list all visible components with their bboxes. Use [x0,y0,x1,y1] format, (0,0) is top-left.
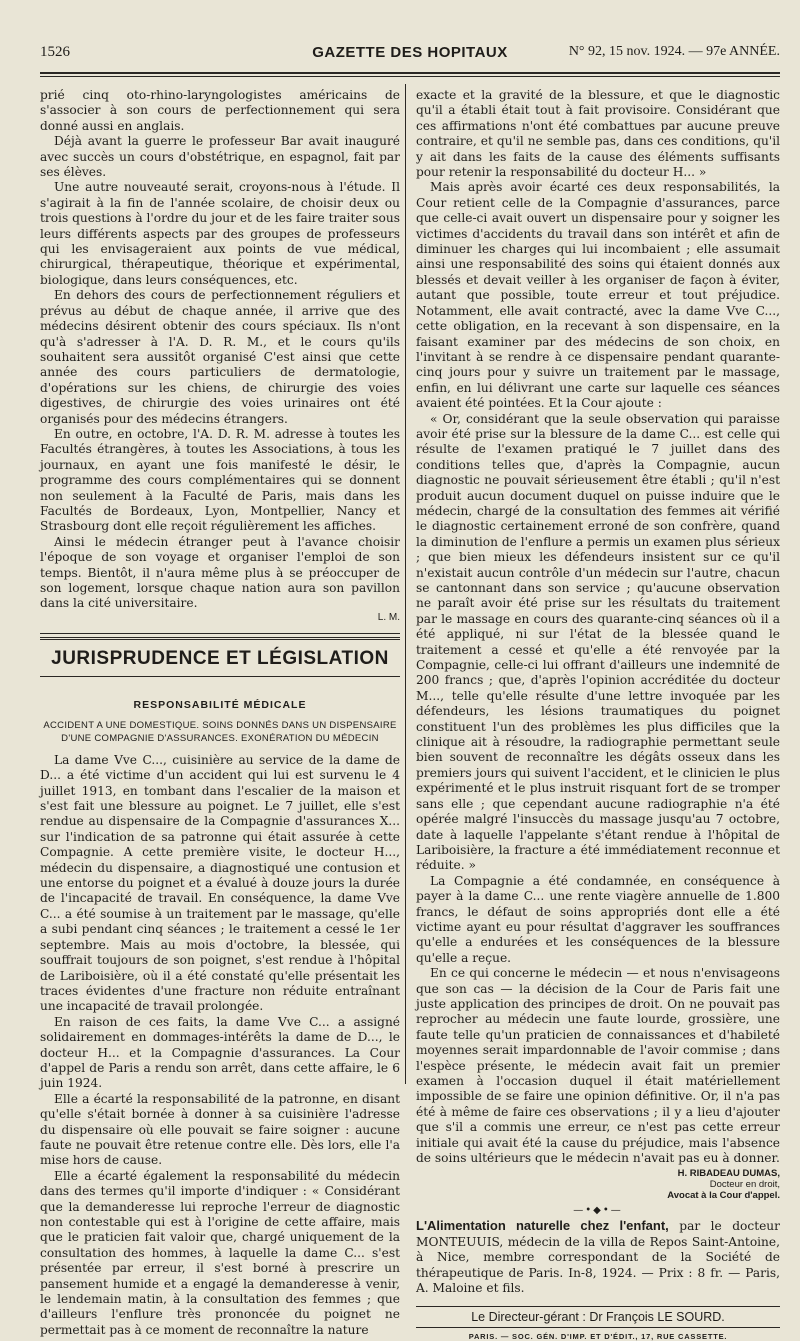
ornament-divider: —•◆•— [573,1205,623,1217]
author-title: Avocat à la Cour d'appel. [667,1190,780,1202]
paragraph: « Or, considérant que la seule observation qui paraisse avoir été prise sur la blessure de la dame C... est celle qui résulte de l'examen pratiqué le 7 juillet dans des conditions telles que, d'après la Compagnie, aucun diagnostic ne pouvait sérieusement être établi ; qu'il n'est produit aucun document duquel on puisse induire que le médecin, chargé de la consultation des femmes ait vérifié le diagnostic certainement erroné de son confrère, quand la diminution de l'enflure a permis un examen plus sérieux ; que bien mieux les défendeurs insistent sur ce qu'il n'existait aucun contrôle d'un médecin sur l'autre, chacun se cantonnant dans son service ; qu'aucune observation ne paraît avoir été prise sur les résultats du traitement par le massage en cours des quarante-cinq séances où il a été appliqué, ni sur l'état de la blessée quand le traitement a cessé et qu'elle a été renvoyée par la Compagnie, celle-ci lui offrant d'ailleurs une indemnité de 200 francs ; que, d'après l'opinion accréditée du docteur M..., telle qu'elle résulte d'une lettre invoquée par les défendeurs, les lésions traumatiques du poignet constituent l'un des problèmes les plus difficiles que la clinique ait à résoudre, la radiographie permettant seule bien souvent de reconnaître les dégâts osseux dans les premiers jours qui suivent l'accident, et le clinicien le plus expérimenté et le plus instruit risquant fort de se tromper sans elle ; que cependant aucune radiographie n'a été opérée malgré l'insuccès du massage jusqu'au 7 octobre, date à laquelle l'appelante s'étant rendue à l'hôpital de Lariboisière, la fracture a été immédiatement reconnue et réduite. » [416,411,780,873]
author-name: H. RIBADEAU DUMAS, [677,1168,780,1180]
paragraph: Une autre nouveauté serait, croyons-nous à l'étude. Il s'agirait à la fin de l'année scolaire, de choisir deux ou trois questions à l'ordre du jour et de les faire traiter sous leurs différents aspects par des groupes de professeurs qui les envisageraient aux points de vue médical, chirurgical, thérapeutique, théorique et expérimental, biologique, dans leurs conséquences, etc. [40,180,400,287]
author-title: Docteur en droit, [709,1179,780,1191]
column-divider [405,84,406,1084]
paragraph: La Compagnie a été condamnée, en conséquence à payer à la dame C... une rente viagère annuelle de 1.800 francs, le défaut de soins appropriés dont elle a été victime ayant eu pour résultat d'aggraver les souffrances qu'elle a endurées et les conséquences de la blessure qu'elle a reçue. [416,873,780,965]
paragraph: Elle a écarté la responsabilité de la patronne, en disant qu'elle s'était bornée à donner à sa cuisinière l'adresse du dispensaire où elle pouvait se faire soigner : aucune faute ne pouvait être retenue contre elle. Dès lors, elle l'a mise hors de cause. [40,1091,400,1168]
section-rule-double [40,637,400,640]
author-signature [416,1168,780,1201]
paragraph: Déjà avant la guerre le professeur Bar avait inauguré avec succès un cours d'obstétrique, en espagnol, fait par ses élèves. [40,134,400,180]
paragraph: Elle a écarté également la responsabilité du médecin dans des termes qu'il importe d'indiquer : « Considérant que la demanderesse lui reproche l'erreur de diagnostic non contestable qui est à l'origine de cette affaire, mais que le praticien fait valoir que, chargé uniquement de la consultation des hommes, à laquelle la dame C... s'est présentée par erreur, il s'est borné à prescrire un pansement humide et a engagé la demanderesse à venir, le lendemain matin, à la consultation des femmes ; que d'ailleurs l'enflure très prononcée du poignet ne permettait pas à ce moment de reconnaître la nature [40,1168,400,1337]
left-column [40,88,400,1338]
article-initials: L. M. [377,611,400,623]
director-line: Le Directeur-gérant : Dr François LE SOURD. [471,1310,725,1325]
issue-info: N° 92, 15 nov. 1924. — 97e ANNÉE. [568,44,780,59]
paragraph: En outre, en octobre, l'A. D. R. M. adresse à toutes les Facultés étrangères, à toutes les Associations, à tous les journaux, en ayant une fois manifesté le désir, le programme des cours complémentaires qui se donnent non seulement à la Faculté de Paris, mais dans les Facultés de Bordeaux, Lyon, Montpellier, Nancy et Strasbourg dont elle reçoit régulièrement les affiches. [40,426,400,534]
section-rule [40,633,400,634]
case-title: ACCIDENT A UNE DOMESTIQUE. SOINS DONNÉS DANS UN DISPENSAIRE D'UNE COMPAGNIE D'ASSURANCES. EXONÉRATION DU MÉDECIN [43,719,397,744]
journal-title: GAZETTE DES HOPITAUX [312,44,508,61]
section-rule [40,676,400,677]
paragraph: Ainsi le médecin étranger peut à l'avance choisir l'époque de son voyage et organiser l'emploi de son temps. Bientôt, il n'aura même plus à se préoccuper de son logement, lorsque chaque nation aura son pavillon dans la cité universitaire. [40,534,400,611]
paragraph: exacte et la gravité de la blessure, et que le diagnostic qu'il a établi était tout à fait provisoire. Considérant que ces affirmations n'ont été combattues par aucune preuve contraire, et qu'il ne semble pas, dans ces conditions, qu'il y ait dans les faits de la cause des éléments suffisants pour retenir la responsabilité du docteur H... » [416,88,780,180]
paragraph: En dehors des cours de perfectionnement réguliers et prévus au début de chaque année, il arrive que des médecins désirent obtenir des cours spéciaux. Ils n'ont qu'à s'adresser à l'A. D. R. M., et le cours qu'ils souhaitent sera aussitôt organisé C'est ainsi que cette année des cours particuliers de dermatologie, d'opérations sur les chiens, de chirurgie des voies digestives, de chirurgie des voies urinaires ont été organisés pour des médecins étrangers. [40,288,400,426]
paragraph: prié cinq oto-rhino-laryngologistes américains de s'associer à son cours de perfectionnement qui sera donné aussi en anglais. [40,88,400,133]
paragraph: La dame Vve C..., cuisinière au service de la dame de D... a été victime d'un accident qui lui est survenu le 4 juillet 1913, en tombant dans l'escalier de la maison et s'est fait une blessure au poignet. Le 7 juillet, elle s'est rendue au dispensaire de la Compagnie d'assurances X... sur l'indication de sa patronne qui était assurée à cette Compagnie. A cette première visite, le docteur H..., médecin du dispensaire, a diagnostiqué une contusion et une entorse du poignet et a évalué à douze jours la durée de l'incapacité de travail. En conséquence, la dame Vve C... a été soumise à un traitement par le massage, qu'elle a subi pendant cinq séances ; le traitement a cessé le 1er septembre. Mais au mois d'octobre, la blessée, qui souffrait toujours de son poignet, s'est rendue à l'hôpital de Lariboisière, où il a été constaté qu'elle présentait les traces évidentes d'une fracture non réduite entraînant une incapacité de travail prolongée. [40,752,400,1014]
book-notice [416,1218,780,1296]
right-column [416,88,780,1341]
director-box [416,1306,780,1328]
section-title: JURISPRUDENCE ET LÉGISLATION [51,647,389,669]
subsection-title: RESPONSABILITÉ MÉDICALE [133,698,307,711]
paragraph: En ce qui concerne le médecin — et nous n'envisageons que son cas — la décision de la Cour de Paris fait une juste application des principes de droit. On ne pouvait pas reprocher au médecin une faute lourde, grossière, une faute telle qu'un praticien de connaissances et d'habileté moyennes serait impardonnable de l'avoir commise ; dans l'espèce présente, le médecin avait fait un premier examen à l'occasion duquel il était matériellement impossible de se faire une opinion définitive. Or, il n'a pas été à même de faire ces observations ; il y a lieu d'ajouter que s'il a commis une erreur, ce n'est pas cette erreur initiale qui avait été la cause du préjudice, mais l'absence de soins ultérieurs que le médecin n'avait pas eu à donner. [416,966,780,1166]
paragraph: Mais après avoir écarté ces deux responsabilités, la Cour retient celle de la Compagnie d'assurances, parce que celle-ci avait ouvert un dispensaire pour y soigner les victimes d'accidents du travail dans son intérêt et afin de diminuer les charges qui lui incombaient ; elle assumait ainsi une responsabilité des soins qui étaient donnés aux blessés et devait veiller à les organiser de façon à éviter, autant que possible, toute erreur et tout préjudice. Notamment, elle avait contracté, avec la dame Vve C..., cette obligation, en la recevant à son dispensaire, en la faisant examiner par des médecins de son choix, en l'invitant à se rendre à ce dispensaire pendant quarante-cinq jours pour y suivre un traitement par le massage, enfin, en lui délivrant une carte sur laquelle ces séances avaient été pointées. Et la Cour ajoute : [416,180,780,411]
book-title: L'Alimentation naturelle chez l'enfant, [416,1218,669,1234]
book-text: par le docteur MONTEUUIS, médecin de la villa de Repos Saint-Antoine, à Nice, membre correspondant de la Société de thérapeutique de Paris. In-8, 1924. — Prix : 8 fr. — Paris, A. Maloine et fils. [416,1219,780,1296]
header-rule [40,72,780,74]
page-number: 1526 [40,44,70,60]
paragraph: En raison de ces faits, la dame Vve C... a assigné solidairement en dommages-intérêts la dame de D..., le docteur H... et la Compagnie d'assurances. La Cour d'appel de Paris a rendu son arrêt, dans cette affaire, le 6 juin 1924. [40,1014,400,1091]
header-rule-thin [40,76,780,77]
book-paragraph [416,1218,780,1296]
page-header [40,44,780,66]
printer-imprint: PARIS. — SOC. GÉN. D'IMP. ET D'ÉDIT., 17, RUE CASSETTE. [468,1332,728,1341]
